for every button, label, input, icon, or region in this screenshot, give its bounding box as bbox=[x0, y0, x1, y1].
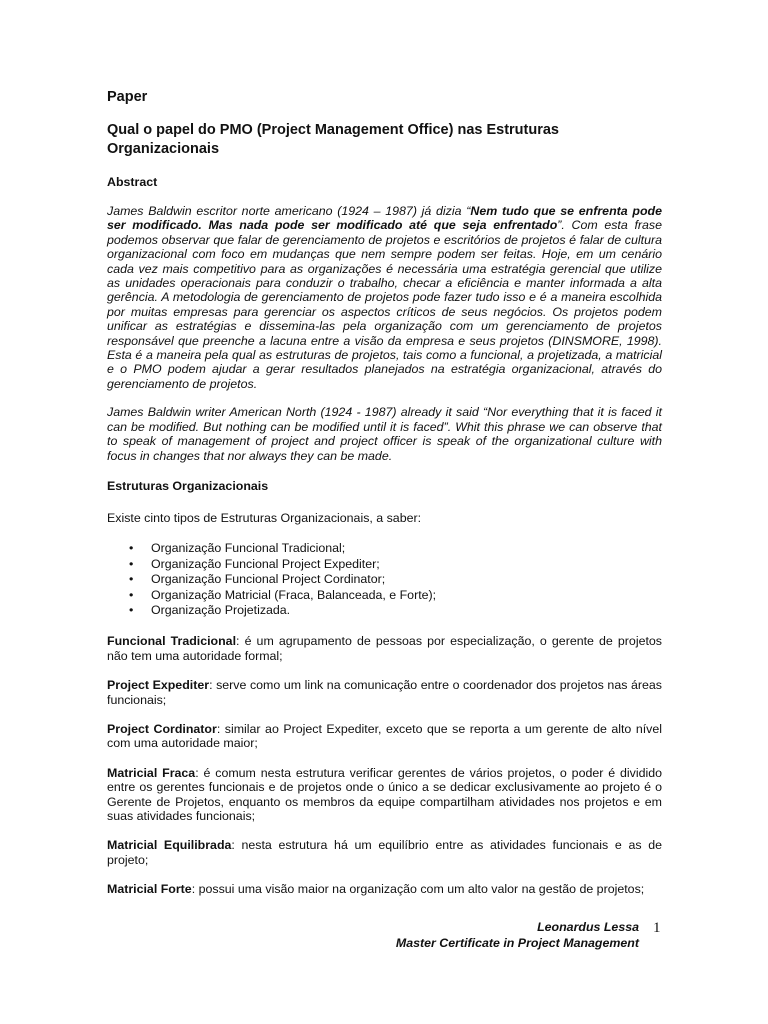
definition-term: Matricial Forte bbox=[107, 882, 192, 897]
definition-text: : é um agrupamento de pessoas por especialização, o gerente de projetos não tem uma autoridade formal; bbox=[107, 634, 662, 663]
list-item bbox=[129, 572, 662, 587]
footer-credential: Master Certificate in Project Management bbox=[395, 935, 639, 950]
bullet-icon: • bbox=[129, 541, 134, 556]
definition-matricial-fraca bbox=[107, 766, 662, 824]
list-item-text: Organização Projetizada. bbox=[151, 602, 291, 617]
list-item-text: Organização Funcional Project Cordinator; bbox=[151, 572, 386, 587]
list-item-text: Organização Funcional Tradicional; bbox=[151, 541, 346, 556]
structures-intro: Existe cinto tipos de Estruturas Organizacionais, a saber: bbox=[107, 510, 422, 525]
list-item-text: Organização Matricial (Fraca, Balanceada, e Forte); bbox=[151, 587, 437, 602]
definition-term: Funcional Tradicional bbox=[107, 634, 237, 649]
page-number: 1 bbox=[653, 920, 661, 936]
bullet-icon: • bbox=[129, 556, 134, 571]
definition-text: : serve como um link na comunicação entre o coordenador dos projetos nas áreas funcionais; bbox=[107, 678, 662, 707]
list-item bbox=[129, 557, 662, 572]
list-item bbox=[129, 603, 662, 618]
abstract-portuguese-paragraph bbox=[107, 204, 662, 391]
definition-matricial-equilibrada bbox=[107, 838, 662, 867]
definition-term: Project Cordinator bbox=[107, 721, 217, 736]
structures-heading: Estruturas Organizacionais bbox=[107, 478, 269, 493]
abstract-pt-part2: ”. Com esta frase podemos observar que falar de gerenciamento de projetos e escritórios de projetos é falar de cultura organizacional com foco em mudanças que nem sempre podem ser feitas. Hoje, em um cenário cada vez mais competitivo para as organizações é necessária uma estratégia gerencial que utilize as unidades operacionais para conduzir o trabalho, checar a eficiência e manter informada a alta gerência. A metodologia de gerenciamento de projetos pode fazer tudo isso e é a maneira escolhida por muitas empresas para gerenciar os aspectos críticos de seus negócios. Os projetos podem unificar as estratégias e dissemina-las pela organização com um gerenciamento de projetos responsável que preenche a lacuna entre a visão da empresa e seus projetos (DINSMORE, 1998). Esta é a maneira pela qual as estruturas de projetos, tais como a funcional, a projetizada, a matricial e o PMO podem ajudar a gerar resultados planejados na estratégia organizacional, através do gerenciamento de projetos. bbox=[107, 218, 662, 391]
abstract-english-paragraph: James Baldwin writer American North (1924 - 1987) already it said “Nor everything that it is faced it can be modified. But nothing can be modified until it is faced”. Whit this phrase we can observe that to speak of management of project and project officer is speak of the organizational culture with focus in changes that nor always they can be made. bbox=[107, 405, 662, 463]
footer-author: Leonardus Lessa bbox=[537, 920, 639, 934]
structure-types-list bbox=[107, 541, 662, 618]
document-body bbox=[107, 88, 662, 897]
page-title: Qual o papel do PMO (Project Management Office) nas Estruturas Organizacionais bbox=[107, 122, 559, 157]
bullet-icon: • bbox=[129, 587, 134, 602]
definition-text: : similar ao Project Expediter, exceto que se reporta a um gerente de alto nível com uma autoridade maior; bbox=[107, 721, 662, 751]
definition-text: : possui uma visão maior na organização com um alto valor na gestão de projetos; bbox=[191, 882, 645, 897]
document-type-label: Paper bbox=[107, 89, 148, 105]
definition-text: : nesta estrutura há um equilíbrio entre as atividades funcionais e as de projeto; bbox=[107, 838, 662, 867]
list-item-text: Organização Funcional Project Expediter; bbox=[151, 556, 380, 571]
page-footer bbox=[396, 920, 639, 951]
list-item bbox=[129, 588, 662, 603]
definition-term: Matricial Equilibrada bbox=[107, 838, 232, 853]
definition-term: Matricial Fraca bbox=[107, 765, 196, 780]
definition-term: Project Expediter bbox=[107, 678, 210, 693]
bullet-icon: • bbox=[129, 572, 134, 587]
abstract-pt-part1: James Baldwin escritor norte americano (1924 – 1987) já dizia “ bbox=[107, 204, 471, 218]
definition-project-expediter bbox=[107, 678, 662, 707]
definition-funcional-tradicional bbox=[107, 634, 662, 663]
abstract-heading: Abstract bbox=[107, 175, 158, 189]
list-item bbox=[129, 541, 662, 556]
bullet-icon: • bbox=[129, 602, 134, 617]
definition-text: : é comum nesta estrutura verificar gerentes de vários projetos, o poder é dividido entre os gerentes funcionais e de projetos onde o único a se dedicar exclusivamente ao projeto é o Gerente de Projetos, enquanto os membros da equipe compartilham atividades nos projetos e em suas atividades funcionais; bbox=[107, 765, 662, 823]
definition-project-cordinator bbox=[107, 722, 662, 751]
abstract-pt-quote: Nem tudo que se enfrenta pode ser modificado. Mas nada pode ser modificado até que seja enfrentado bbox=[107, 204, 662, 233]
definition-matricial-forte bbox=[107, 882, 662, 896]
